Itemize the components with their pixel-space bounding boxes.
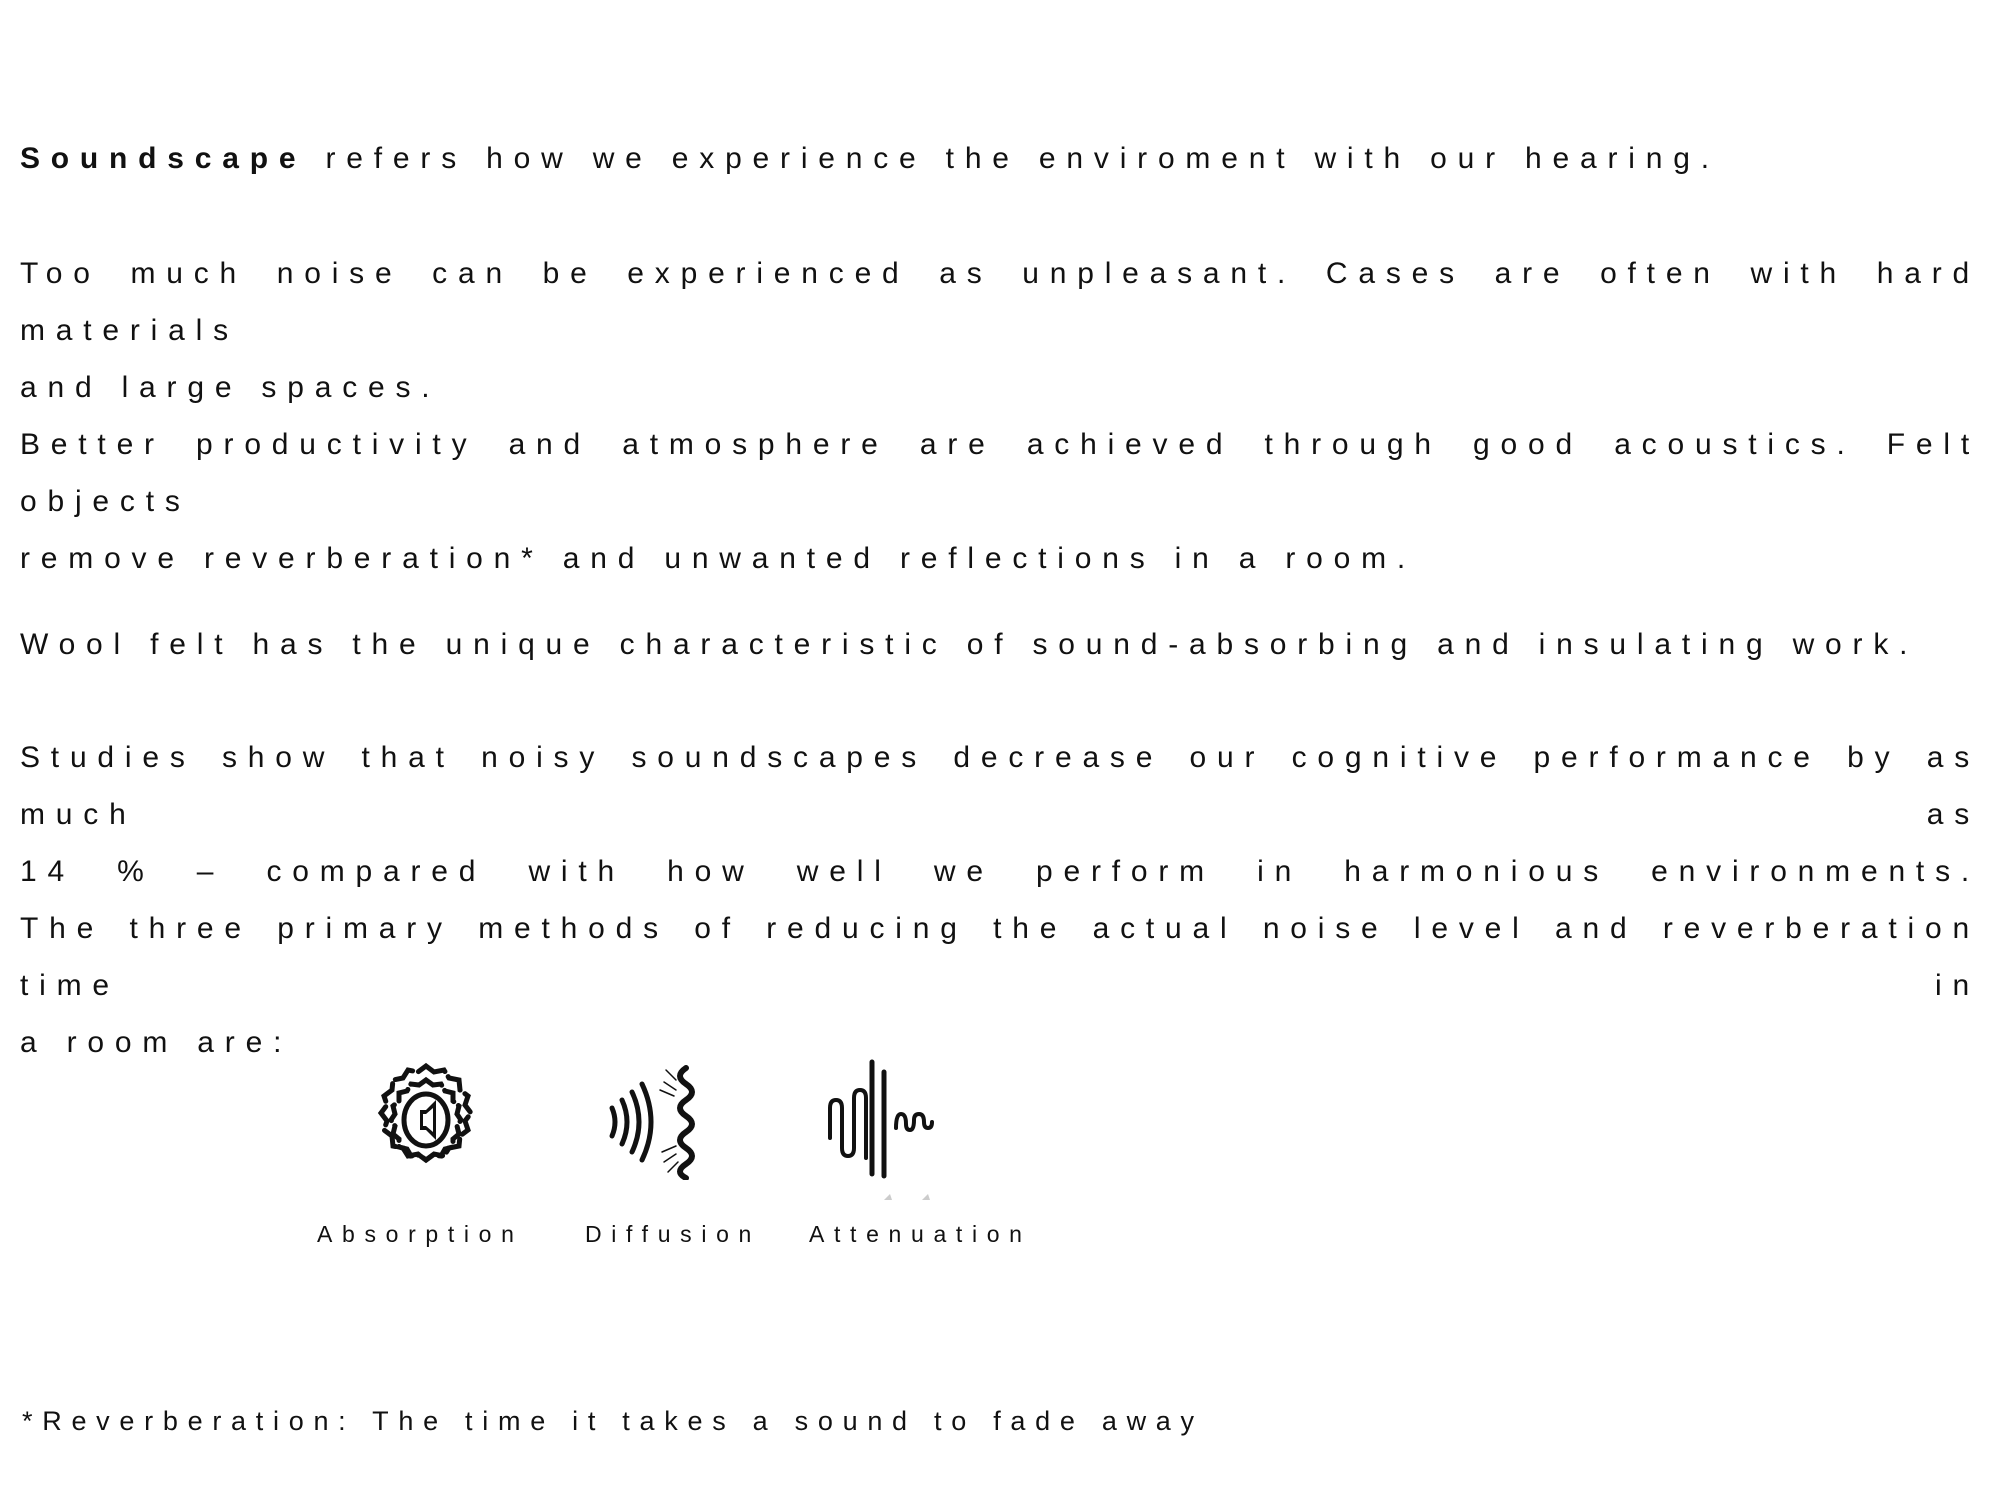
- attenuation-icon: [826, 1058, 936, 1204]
- paragraph-methods-intro-line-1: The three primary methods of reducing the actual noise level and reverberation time in: [20, 912, 1980, 1002]
- paragraph-studies-line-1: Studies show that noisy soundscapes decrease our cognitive performance by as much as: [20, 741, 1980, 831]
- paragraph-productivity-line-2: remove reverberation* and unwanted reflections in a room.: [20, 542, 1417, 575]
- paragraph-soundscape: [20, 130, 1980, 187]
- paragraph-productivity-line-1: Better productivity and atmosphere are achieved through good acoustics. Felt objects: [20, 428, 1980, 518]
- absorption-label: Absorption: [317, 1221, 524, 1247]
- paragraph-studies: [20, 729, 1980, 900]
- paragraph-wool-felt: [20, 616, 1980, 673]
- paragraph-methods-intro: [20, 900, 1980, 1071]
- soundscape-definition: refers how we experience the enviroment with our hearing.: [306, 142, 1720, 175]
- paragraph-noise-line-1: Too much noise can be experienced as unpleasant. Cases are often with hard materials: [20, 257, 1980, 347]
- paragraph-productivity: [20, 416, 1980, 587]
- soundscape-term: Soundscape: [20, 142, 307, 175]
- paragraph-noise: [20, 245, 1980, 416]
- paragraph-methods-intro-line-2: a room are:: [20, 1026, 293, 1059]
- footnote-reverberation: *Reverberation: The time it takes a sound to fade away: [22, 1406, 1204, 1436]
- absorption-icon: [366, 1062, 486, 1178]
- diffusion-icon: [604, 1064, 704, 1180]
- paragraph-studies-line-2: 14 % – compared with how well we perform in harmonious environments.: [20, 855, 1980, 888]
- diffusion-label: Diffusion: [585, 1221, 762, 1247]
- wool-felt-text: Wool felt has the unique characteristic of sound-absorbing and insulating work.: [20, 628, 1919, 661]
- paragraph-noise-line-2: and large spaces.: [20, 371, 441, 404]
- attenuation-label: Attenuation: [809, 1221, 1032, 1247]
